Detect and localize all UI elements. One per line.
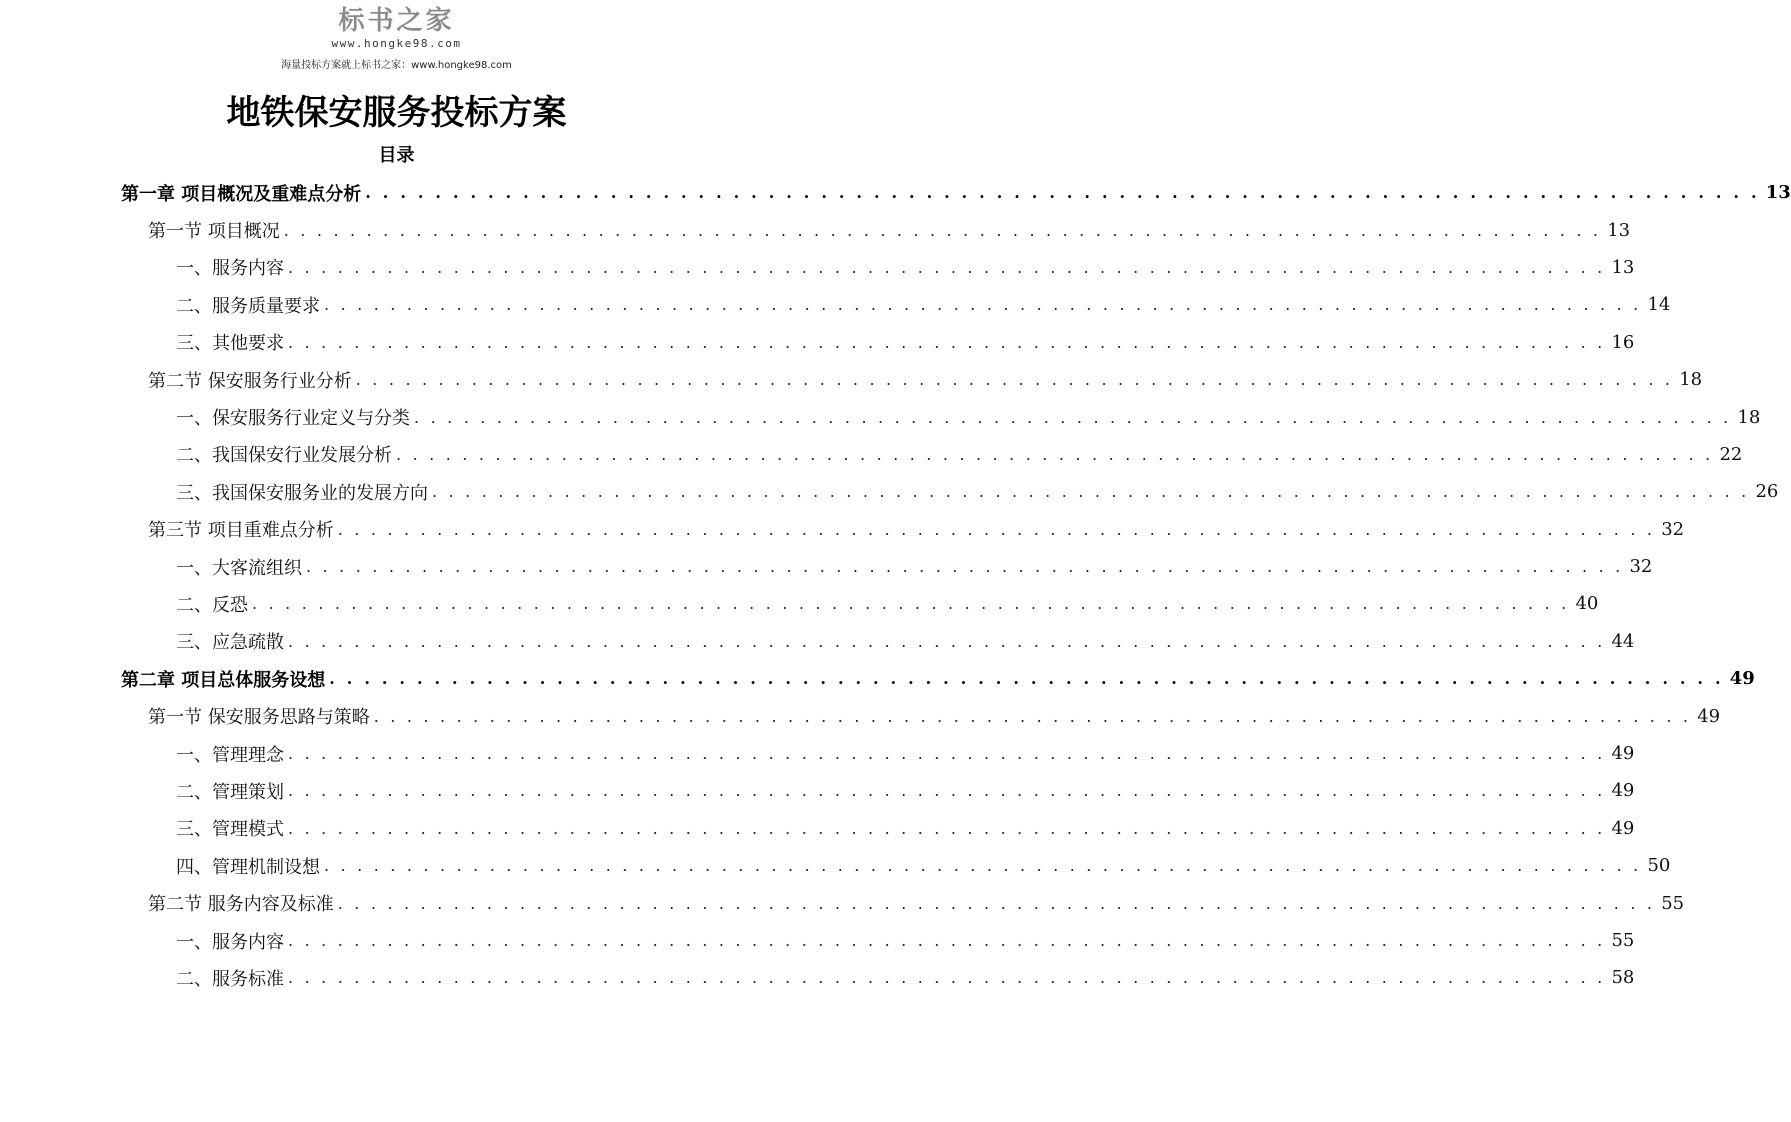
toc-entry-label: 三、应急疏散 (176, 632, 284, 654)
toc-page-number: 55 (1661, 892, 1685, 914)
toc-subsection-entry[interactable] (0, 324, 1635, 361)
header-ad-text: 海量投标方案就上标书之家：www.hongke98.com (281, 60, 512, 71)
toc-dot-leader: . . . . . . . . . . . . . . . . . . . . . . . . . . . . . . . . . . . . . . . . . . . . . . . . . . . . . . . . . . . . . . . . . . . . . . . . . . . . . . . . (306, 557, 1624, 577)
toc-entry-label: 二、反恐 (176, 594, 248, 616)
toc-dot-leader: . . . . . . . . . . . . . . . . . . . . . . . . . . . . . . . . . . . . . . . . . . . . . . . . . . . . . . . . . . . . . . . . . . . . . . . . . . . . . . . . (396, 444, 1714, 464)
toc-dot-leader: . . . . . . . . . . . . . . . . . . . . . . . . . . . . . . . . . . . . . . . . . . . . . . . . . . . . . . . . . . . . . . . . . . . . . . . . . . . . . . . . (288, 744, 1606, 764)
toc-entry-label: 一、保安服务行业定义与分类 (176, 408, 410, 430)
toc-page-number: 13 (1607, 219, 1631, 241)
toc-page-number: 32 (1661, 518, 1685, 540)
toc-entry-label: 三、其他要求 (176, 333, 284, 355)
toc-dot-leader: . . . . . . . . . . . . . . . . . . . . . . . . . . . . . . . . . . . . . . . . . . . . . . . . . . . . . . . . . . . . . . . . . . . . . . . . . . . . . . . . (288, 332, 1606, 352)
toc-entry-label: 二、服务标准 (176, 968, 284, 990)
toc-subsection-entry[interactable] (0, 847, 1671, 884)
toc-chapter-entry[interactable] (0, 660, 1755, 697)
toc-dot-leader: . . . . . . . . . . . . . . . . . . . . . . . . . . . . . . . . . . . . . . . . . . . . . . . . . . . . . . . . . . . . . . . . . . . . . . . . . . . . . . . . (337, 893, 1656, 913)
toc-subsection-entry[interactable] (0, 810, 1635, 847)
toc-dot-leader: . . . . . . . . . . . . . . . . . . . . . . . . . . . . . . . . . . . . . . . . . . . . . . . . . . . . . . . . . . . . . . . . . . . . . . . . . . . . . . . . (288, 968, 1606, 988)
toc-page-number: 55 (1611, 930, 1635, 951)
toc-page-number: 50 (1647, 855, 1671, 877)
toc-page-number: 44 (1611, 630, 1635, 652)
toc-page-number: 22 (1719, 443, 1743, 465)
toc-dot-leader: . . . . . . . . . . . . . . . . . . . . . . . . . . . . . . . . . . . . . . . . . . . . . . . . . . . . . . . . . . . . . . . . . . . . . . . . . . . . . . . . (288, 931, 1606, 950)
toc-entry-label: 第一章 项目概况及重难点分析 (121, 183, 362, 205)
toc-subsection-entry[interactable] (0, 623, 1635, 660)
toc-page-number: 18 (1737, 406, 1761, 428)
toc-subsection-entry[interactable] (0, 473, 1779, 510)
toc-dot-leader: . . . . . . . . . . . . . . . . . . . . . . . . . . . . . . . . . . . . . . . . . . . . . . . . . . . . . . . . . . . . . . . . . . . . . . . . . . . . . . . . (288, 781, 1606, 801)
toc-entry-label: 第三节 项目重难点分析 (148, 520, 334, 542)
toc-entry-label: 二、我国保安行业发展分析 (176, 445, 392, 467)
toc-dot-leader: . . . . . . . . . . . . . . . . . . . . . . . . . . . . . . . . . . . . . . . . . . . . . . . . . . . . . . . . . . . . . . . . . . . . . . . . . . . . . . . . (337, 519, 1656, 539)
toc-entry-label: 二、管理策划 (176, 781, 284, 803)
toc-subsection-entry[interactable] (0, 249, 1635, 286)
toc-page-number: 16 (1611, 331, 1635, 353)
toc-dot-leader: . . . . . . . . . . . . . . . . . . . . . . . . . . . . . . . . . . . . . . . . . . . . . . . . . . . . . . . . . . . . . . . . . . . . . . . . . . . . . . . . (373, 706, 1692, 726)
toc-entry-label: 四、管理机制设想 (176, 856, 320, 878)
toc-subsection-entry[interactable] (0, 735, 1635, 772)
toc-dot-leader: . . . . . . . . . . . . . . . . . . . . . . . . . . . . . . . . . . . . . . . . . . . . . . . . . . . . . . . . . . . . . . . . . . . . . . . . . . . . . . . . (324, 856, 1642, 876)
toc-page-number: 49 (1611, 743, 1635, 765)
toc-subsection-entry[interactable] (0, 772, 1635, 809)
toc-dot-leader: . . . . . . . . . . . . . . . . . . . . . . . . . . . . . . . . . . . . . . . . . . . . . . . . . . . . . . . . . . . . . . . . . . . . . . . . . . . . . . . . (288, 257, 1606, 277)
toc-entry-label: 一、服务内容 (176, 931, 284, 953)
toc-dot-leader: . . . . . . . . . . . . . . . . . . . . . . . . . . . . . . . . . . . . . . . . . . . . . . . . . . . . . . . . . . . . . . . . . . . . . . . . . . . . . . . . (288, 631, 1606, 651)
toc-section-entry[interactable] (0, 361, 1703, 398)
toc-entry-label: 二、服务质量要求 (176, 295, 320, 317)
toc-subsection-entry[interactable] (0, 286, 1671, 323)
toc-page-number: 18 (1679, 369, 1703, 391)
toc-entry-label: 第一节 项目概况 (148, 221, 280, 243)
toc-page-number: 49 (1729, 668, 1755, 690)
logo-url: www.hongke98.com (331, 37, 462, 50)
toc-page-number: 49 (1611, 780, 1635, 802)
toc-section-entry[interactable] (0, 884, 1685, 921)
toc-chapter-entry[interactable] (0, 174, 1791, 211)
site-logo (0, 6, 793, 51)
toc-subsection-entry[interactable] (0, 398, 1761, 435)
toc-section-entry[interactable] (0, 211, 1631, 248)
toc-entry-label: 第一节 保安服务思路与策略 (148, 707, 370, 729)
toc-section-entry[interactable] (0, 697, 1721, 734)
toc-heading: 目录 (378, 145, 415, 166)
toc-entry-label: 第二章 项目总体服务设想 (121, 669, 326, 691)
toc-page-number: 26 (1755, 481, 1779, 503)
toc-page-number: 14 (1647, 294, 1671, 316)
toc-entry-label: 第二节 保安服务行业分析 (148, 370, 352, 392)
toc-entry-label: 三、我国保安服务业的发展方向 (176, 482, 428, 504)
toc-dot-leader: . . . . . . . . . . . . . . . . . . . . . . . . . . . . . . . . . . . . . . . . . . . . . . . . . . . . . . . . . . . . . . . . . . . . . . . . . . . . . . . . (355, 370, 1674, 390)
toc-subsection-entry[interactable] (0, 922, 1635, 959)
toc-page-number: 58 (1611, 967, 1635, 989)
toc-subsection-entry[interactable] (0, 959, 1635, 996)
toc-dot-leader: . . . . . . . . . . . . . . . . . . . . . . . . . . . . . . . . . . . . . . . . . . . . . . . . . . . . . . . . . . . . . . . . . . . . . . . . . . . . . . . . (252, 594, 1570, 614)
toc-subsection-entry[interactable] (0, 436, 1743, 473)
document-title: 地铁保安服务投标方案 (226, 93, 567, 133)
toc-entry-label: 一、大客流组织 (176, 557, 302, 579)
toc-page-number: 13 (1765, 182, 1791, 204)
toc-entry-label: 一、管理理念 (176, 744, 284, 766)
toc-page-number: 13 (1611, 256, 1635, 278)
toc-dot-leader: . . . . . . . . . . . . . . . . . . . . . . . . . . . . . . . . . . . . . . . . . . . . . . . . . . . . . . . . . . . . . . . . . . . . . . . . . . . . . . . . (324, 295, 1642, 315)
toc-entry-label: 三、管理模式 (176, 819, 284, 841)
toc-dot-leader: . . . . . . . . . . . . . . . . . . . . . . . . . . . . . . . . . . . . . . . . . . . . . . . . . . . . . . . . . . . . . . . . . . . . . . . . . . . . . . . . (283, 220, 1602, 240)
toc-dot-leader: . . . . . . . . . . . . . . . . . . . . . . . . . . . . . . . . . . . . . . . . . . . . . . . . . . . . . . . . . . . . . . . . . . . . . . . . . . . . . . . . (329, 669, 1724, 689)
toc-page-number: 49 (1697, 705, 1721, 727)
toc-section-entry[interactable] (0, 511, 1685, 548)
toc-page-number: 32 (1629, 556, 1653, 578)
toc-subsection-entry[interactable] (0, 585, 1599, 622)
toc-dot-leader: . . . . . . . . . . . . . . . . . . . . . . . . . . . . . . . . . . . . . . . . . . . . . . . . . . . . . . . . . . . . . . . . . . . . . . . . . . . . . . . . (365, 183, 1760, 203)
toc-dot-leader: . . . . . . . . . . . . . . . . . . . . . . . . . . . . . . . . . . . . . . . . . . . . . . . . . . . . . . . . . . . . . . . . . . . . . . . . . . . . . . . . (288, 818, 1606, 838)
toc-page-number: 49 (1611, 817, 1635, 839)
toc-entry-label: 一、服务内容 (176, 258, 284, 280)
toc-entry-label: 第二节 服务内容及标准 (148, 894, 334, 916)
toc-dot-leader: . . . . . . . . . . . . . . . . . . . . . . . . . . . . . . . . . . . . . . . . . . . . . . . . . . . . . . . . . . . . . . . . . . . . . . . . . . . . . . . . (414, 407, 1732, 427)
logo-title: 标书之家 (338, 6, 455, 36)
table-of-contents (0, 174, 1791, 997)
toc-dot-leader: . . . . . . . . . . . . . . . . . . . . . . . . . . . . . . . . . . . . . . . . . . . . . . . . . . . . . . . . . . . . . . . . . . . . . . . . . . . . . . . . (432, 482, 1750, 502)
toc-page-number: 40 (1575, 593, 1599, 615)
toc-subsection-entry[interactable] (0, 548, 1653, 585)
